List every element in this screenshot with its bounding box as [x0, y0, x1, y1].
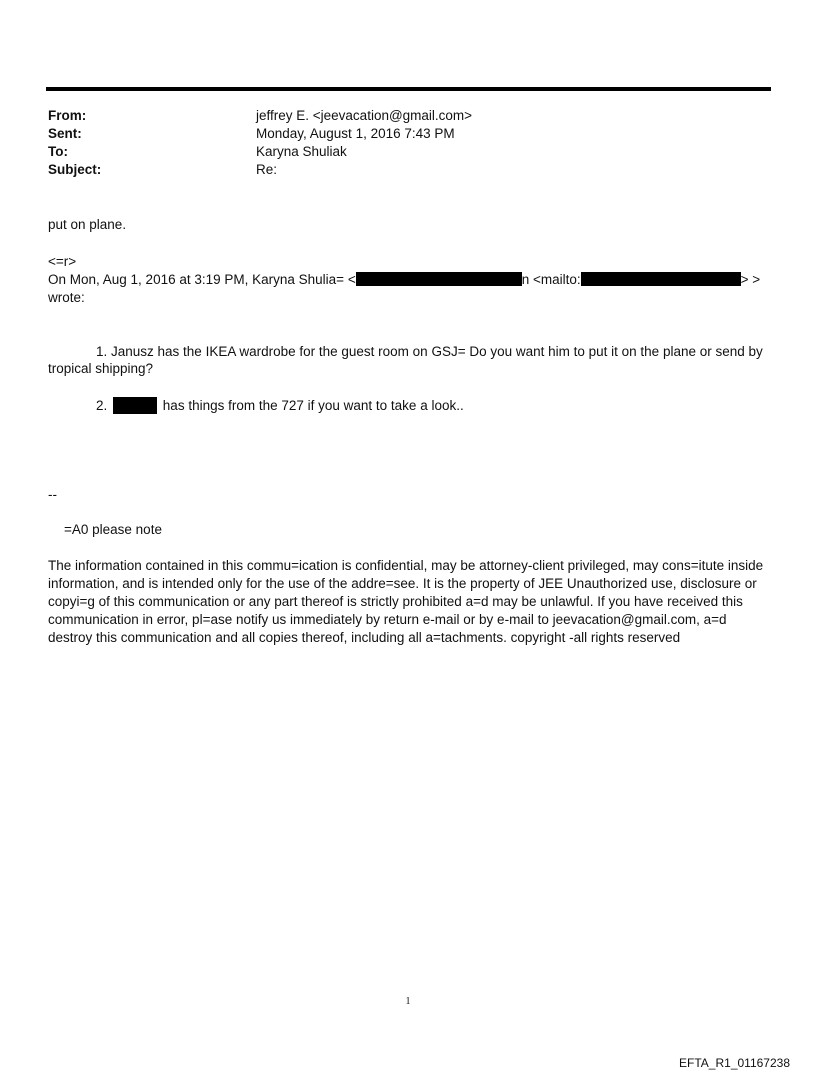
header-rule — [46, 87, 771, 91]
list-item-2 — [96, 397, 464, 415]
list-item-1-line1: 1. Janusz has the IKEA wardrobe for the guest room on GSJ= Do you want him to put it on the plane or send by — [96, 344, 763, 359]
quote-intro-end: > > — [740, 272, 761, 287]
email-header — [48, 107, 472, 179]
quote-intro-start: On Mon, Aug 1, 2016 at 3:19 PM, Karyna Shulia= < — [48, 272, 356, 287]
list-item-1-line2: tropical shipping? — [48, 361, 154, 376]
quote-intro-mailto: n <mailto: — [521, 272, 581, 287]
redaction-block — [113, 397, 157, 414]
from-row — [48, 107, 472, 125]
sent-label: Sent: — [48, 126, 82, 141]
bates-number: EFTA_R1_01167238 — [679, 1056, 790, 1070]
reply-text: put on plane. — [48, 217, 127, 232]
quote-marker: <=r> — [48, 254, 77, 269]
subject-row — [48, 161, 472, 179]
subject-label: Subject: — [48, 162, 102, 177]
list-item-2-text: has things from the 727 if you want to take a look.. — [162, 398, 464, 413]
confidentiality-disclaimer: The information contained in this commu=ication is confidential, may be attorney-client privileged, may cons=itute inside information, and is intended only for the use of the addre=see. It is the property of JEE Unauthorized use, disclosure or copyi=g of this communication or any part thereof is strictly prohibited a=d may be unlawful. If you have received this communication in error, pl=ase notify us immediately by return e-mail or by e-mail to jeevacation@gmail.com, a=d destroy this communication and all copies thereof, including all a=tachments. copyright -all rights reserved — [48, 558, 764, 645]
sent-value: Monday, August 1, 2016 7:43 PM — [256, 126, 455, 141]
from-label: From: — [48, 108, 87, 123]
quote-wrote: wrote: — [48, 290, 85, 305]
to-value: Karyna Shuliak — [256, 144, 347, 159]
quote-intro — [48, 271, 760, 289]
page-number: 1 — [405, 996, 411, 1007]
list-item-2-number: 2. — [96, 398, 108, 413]
redaction-block — [581, 272, 741, 286]
to-row — [48, 143, 472, 161]
signature-note: =A0 please note — [64, 522, 162, 537]
from-value: jeffrey E. <jeevacation@gmail.com> — [256, 108, 473, 123]
to-label: To: — [48, 144, 68, 159]
signature-separator: -- — [48, 487, 57, 502]
redaction-block — [356, 272, 522, 286]
sent-row — [48, 125, 472, 143]
subject-value: Re: — [256, 162, 278, 177]
